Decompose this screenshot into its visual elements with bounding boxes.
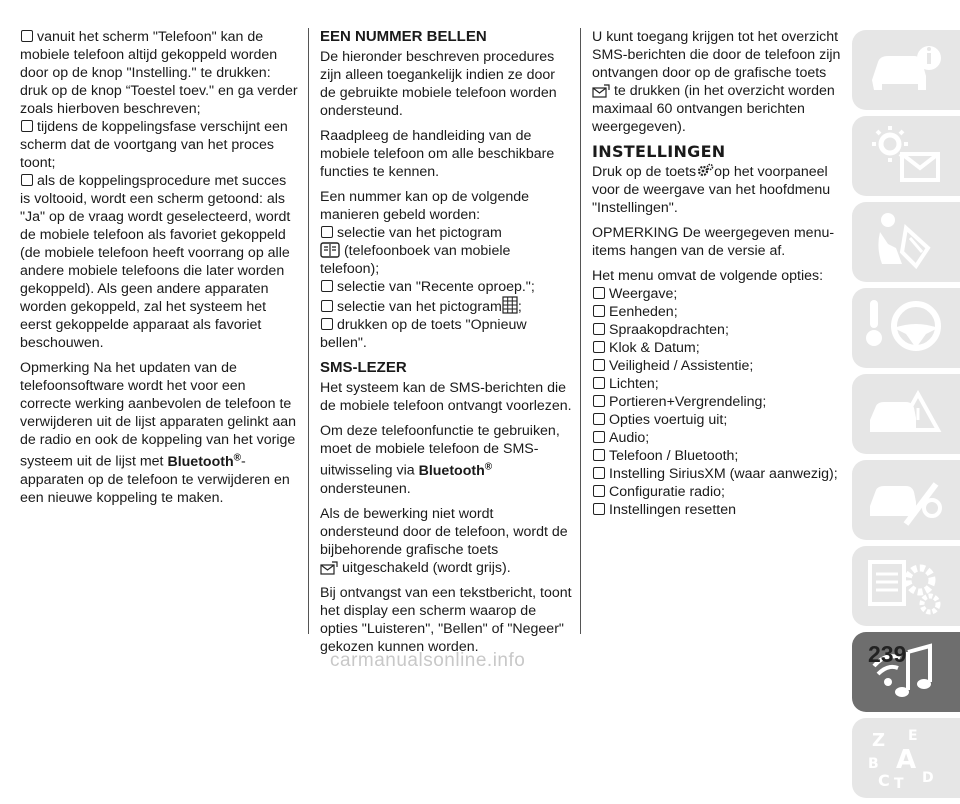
- tab-index[interactable]: [852, 718, 960, 798]
- paragraph: Het systeem kan de SMS-berichten die de mobiele telefoon ontvangt voorlezen.: [320, 380, 572, 414]
- bullet-icon: [593, 287, 605, 299]
- paragraph: Een nummer kan op de volgende manieren gebeld worden:: [320, 189, 530, 223]
- list-item: Eenheden;: [592, 303, 842, 321]
- list-item: Klok & Datum;: [592, 339, 842, 357]
- bullet-icon: [593, 323, 605, 335]
- bullet-icon: [321, 300, 333, 312]
- chapter-tabs: [852, 30, 960, 804]
- bullet-item: als de koppelingsprocedure met succes is voltooid, wordt een scherm getoond: als "Ja" op de vraag wordt geselecteerd, wordt de mobiele telefoon als favoriet gekoppeld (de mobiele telefoon heeft voorrang op alle andere mobiele telefoons die later worden gekoppeld). Als geen andere apparaten worden gekoppeld, zal het systeem het eerst gekoppelde apparaat als favoriet beschouwen.: [20, 173, 291, 351]
- airbag-seat-icon: [866, 208, 946, 276]
- bullet-icon: [321, 226, 333, 238]
- paragraph: De hieronder beschreven procedures zijn alleen toegankelijk indien ze door de gebruikte mobiele telefoon worden ondersteund.: [320, 49, 557, 119]
- tab-technical-data[interactable]: [852, 546, 960, 626]
- svg-text:Z: Z: [872, 730, 886, 751]
- gears-icon: [866, 552, 946, 620]
- phonebook-icon: [320, 242, 340, 258]
- sms-icon: [592, 84, 610, 98]
- list-item: Portieren+Vergrendeling;: [592, 393, 842, 411]
- column-3: [592, 28, 842, 519]
- list-item: Lichten;: [592, 375, 842, 393]
- car-info-icon: [866, 36, 946, 104]
- bullet-icon: [21, 120, 33, 132]
- column-divider: [308, 28, 309, 634]
- tab-vehicle-info[interactable]: [852, 30, 960, 110]
- bullet-item: tijdens de koppelingsfase verschijnt een scherm dat de voortgang van het proces toont;: [20, 119, 288, 171]
- bullet-item: drukken op de toets "Opnieuw bellen".: [320, 317, 527, 351]
- svg-text:T: T: [894, 776, 904, 792]
- bullet-icon: [593, 431, 605, 443]
- note-paragraph: Opmerking Na het updaten van de telefoonsoftware wordt het voor een correcte werking aanbevolen de telefoon te verwijderen uit de lijst apparaten gelinkt aan de radio en ook de koppeling van het vorige systeem uit de lijst met Bluetooth®-apparaten op de telefoon te verwijderen en een nieuwe koppeling te maken.: [20, 360, 297, 506]
- column-2: [320, 28, 572, 663]
- breakdown-icon: [866, 380, 946, 448]
- heading-call-number: EEN NUMMER BELLEN: [320, 28, 487, 45]
- car-service-icon: [866, 466, 946, 534]
- page-number: 239: [868, 641, 907, 667]
- svg-text:A: A: [896, 745, 917, 775]
- tab-starting-driving[interactable]: [852, 288, 960, 368]
- paragraph: Raadpleeg de handleiding van de mobiele telefoon om alle beschikbare functies te kennen.: [320, 128, 555, 180]
- list-item: Opties voertuig uit;: [592, 411, 842, 429]
- bullet-icon: [593, 503, 605, 515]
- bullet-icon: [593, 305, 605, 317]
- list-item: Audio;: [592, 429, 842, 447]
- bullet-icon: [593, 377, 605, 389]
- svg-text:E: E: [908, 728, 918, 744]
- column-divider: [580, 28, 581, 634]
- column-1: [20, 28, 298, 514]
- list-item: Spraakopdrachten;: [592, 321, 842, 339]
- paragraph: Druk op de toets op het voorpaneel voor de weergave van het hoofdmenu "Instellingen".: [592, 164, 831, 216]
- list-item: Weergave;: [592, 285, 842, 303]
- bullet-icon: [593, 341, 605, 353]
- bullet-item: selectie van het pictogram ;: [320, 296, 572, 316]
- settings-menu-list: [592, 285, 842, 519]
- paragraph: U kunt toegang krijgen tot het overzicht SMS-berichten die door de telefoon zijn ontvangen door op de grafische toets te drukken (in het overzicht worden maximaal 60 ontvangen berichten weergegeven).: [592, 29, 841, 135]
- bullet-icon: [21, 174, 33, 186]
- paragraph: Om deze telefoonfunctie te gebruiken, moet de mobiele telefoon de SMS-uitwisseling via Bluetooth® ondersteunen.: [320, 423, 560, 497]
- paragraph: Bij ontvangst van een tekstbericht, toont het display een scherm waarop de opties "Luisteren", "Bellen" of "Negeer" gekozen kunnen worden.: [320, 584, 572, 655]
- paragraph: OPMERKING De weergegeven menu-items hangen van de versie af.: [592, 225, 835, 259]
- list-item: Instelling SiriusXM (waar aanwezig);: [592, 465, 842, 483]
- bullet-icon: [321, 318, 333, 330]
- bullet-icon: [321, 280, 333, 292]
- bullet-icon: [593, 449, 605, 461]
- heading-sms-reader: SMS-LEZER: [320, 359, 407, 376]
- paragraph: Het menu omvat de volgende opties:: [592, 268, 824, 284]
- list-item: Instellingen resetten: [592, 501, 842, 519]
- tab-safety[interactable]: [852, 202, 960, 282]
- bullet-item: selectie van "Recente oproep.";: [320, 278, 572, 296]
- heading-settings: INSTELLINGEN: [592, 142, 726, 161]
- bullet-icon: [593, 413, 605, 425]
- paragraph: Als de bewerking niet wordt ondersteund door de telefoon, wordt de bijbehorende grafische toets uitgeschakeld (wordt grijs).: [320, 505, 568, 576]
- bullet-icon: [593, 467, 605, 479]
- bullet-icon: [21, 30, 33, 42]
- warning-light-icon: [866, 122, 946, 190]
- sms-icon: [320, 561, 338, 575]
- keypad-icon: [502, 296, 518, 314]
- settings-gear-icon: [696, 163, 714, 179]
- bluetooth-brand: Bluetooth®: [418, 461, 493, 479]
- tab-maintenance[interactable]: [852, 460, 960, 540]
- bullet-icon: [593, 359, 605, 371]
- watermark: carmanualsonline.info: [330, 650, 526, 671]
- alphabet-index-icon: [866, 724, 946, 792]
- key-steering-icon: [866, 294, 946, 362]
- tab-emergency[interactable]: [852, 374, 960, 454]
- list-item: Veiligheid / Assistentie;: [592, 357, 842, 375]
- svg-text:C: C: [878, 771, 890, 790]
- list-item: Telefoon / Bluetooth;: [592, 447, 842, 465]
- bluetooth-brand: Bluetooth®: [167, 452, 242, 470]
- list-item: Configuratie radio;: [592, 483, 842, 501]
- tab-dashboard-lights[interactable]: [852, 116, 960, 196]
- svg-text:B: B: [868, 756, 879, 772]
- bullet-icon: [593, 485, 605, 497]
- bullet-icon: [593, 395, 605, 407]
- bullet-item: vanuit het scherm "Telefoon" kan de mobiele telefoon altijd gekoppeld worden door op de knop "Instelling." te drukken: druk op de knop “Toestel toev." en ga verder zoals hierboven beschreven;: [20, 29, 298, 117]
- svg-text:D: D: [922, 770, 934, 786]
- bullet-item: selectie van het pictogram (telefoonboek van mobiele telefoon);: [320, 225, 511, 277]
